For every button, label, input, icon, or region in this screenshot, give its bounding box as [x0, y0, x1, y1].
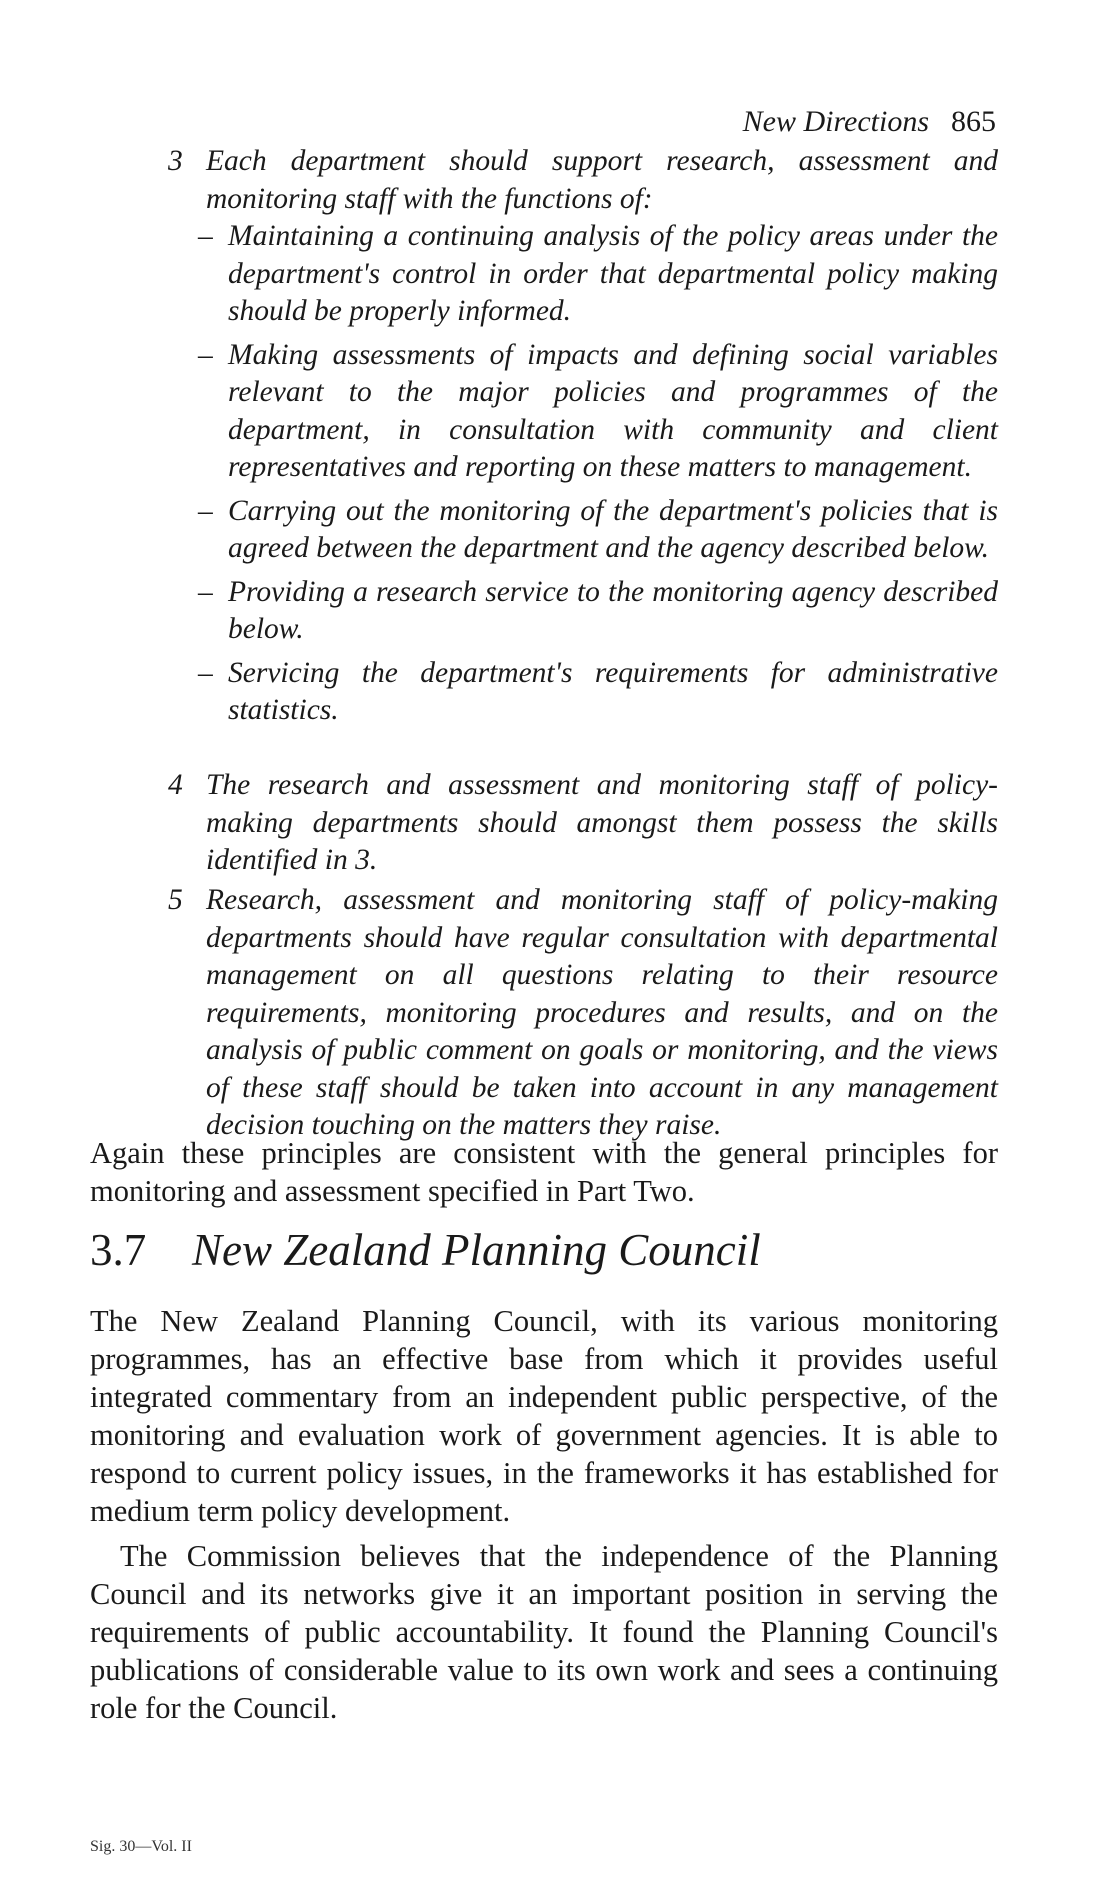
section-heading	[90, 1222, 761, 1278]
bullet-text: Maintaining a continuing analysis of the policy areas under the department's control in order that departmental policy making should be properly informed.	[228, 220, 998, 327]
item-number: 5	[168, 884, 183, 916]
body-paragraph: The Commission believes that the independence of the Planning Council and its networks give it an important position in serving the requirements of public accountability. It found the Planning Council's publications of considerable value to its own work and sees a continuing role for the Council.	[90, 1539, 998, 1725]
numbered-item-4	[98, 767, 998, 880]
numbered-item-5	[98, 882, 998, 1145]
bullet-item: – Making assessments of impacts and defining social variables relevant to the major policies and programmes of the department, in consultation with community and client representatives and reporting on these matters to management.	[198, 338, 998, 483]
item-text: Each department should support research, assessment and monitoring staff with the functions of:	[206, 145, 998, 215]
bullet-text: Carrying out the monitoring of the department's policies that is agreed between the department and the agency described below.	[228, 494, 998, 564]
bullet-text: Providing a research service to the monitoring agency described below.	[228, 575, 998, 645]
item-text: Research, assessment and monitoring staff of policy-making departments should have regular consultation with departmental management on all questions relating to their resource requirements, monitoring procedures and results, and on the analysis of public comment on goals or monitoring, and the views of these staff should be taken into account in any management decision touching on the matters they raise.	[206, 884, 998, 1141]
item-text: The research and assessment and monitoring staff of policy-making departments should amongst them possess the skills identified in 3.	[206, 769, 998, 876]
body-paragraph: The New Zealand Planning Council, with its various monitoring programmes, has an effective base from which it provides useful integrated commentary from an independent public perspective, of the monitoring and evaluation work of government agencies. It is able to respond to current policy issues, in the frameworks it has established for medium term policy development.	[90, 1304, 998, 1528]
bullet-item: – Maintaining a continuing analysis of the policy areas under the department's control in order that departmental policy making should be properly informed.	[198, 220, 998, 327]
bullet-item: – Carrying out the monitoring of the department's policies that is agreed between the department and the agency described below.	[198, 494, 998, 564]
running-head-title: New Directions	[742, 105, 929, 138]
conclusion-paragraph: Again these principles are consistent with the general principles for monitoring and assessment specified in Part Two.	[90, 1136, 998, 1208]
item-number: 3	[168, 145, 183, 177]
page-number: 865	[951, 105, 996, 138]
item-number: 4	[168, 769, 183, 801]
section-number: 3.7	[90, 1225, 147, 1275]
section-title: New Zealand Planning Council	[192, 1225, 761, 1275]
bullet-item: – Providing a research service to the monitoring agency described below.	[198, 575, 998, 645]
numbered-item-3	[98, 143, 998, 218]
bullet-text: Making assessments of impacts and defining social variables relevant to the major policies and programmes of the department, in consultation with community and client representatives and reporting on these matters to management.	[228, 338, 998, 483]
signature-mark: Sig. 30—Vol. II	[90, 1838, 192, 1855]
bullet-text: Servicing the department's requirements for administrative statistics.	[228, 656, 998, 726]
bullet-list	[198, 218, 998, 734]
running-head	[743, 104, 996, 140]
bullet-item: – Servicing the department's requirements for administrative statistics.	[198, 656, 998, 726]
